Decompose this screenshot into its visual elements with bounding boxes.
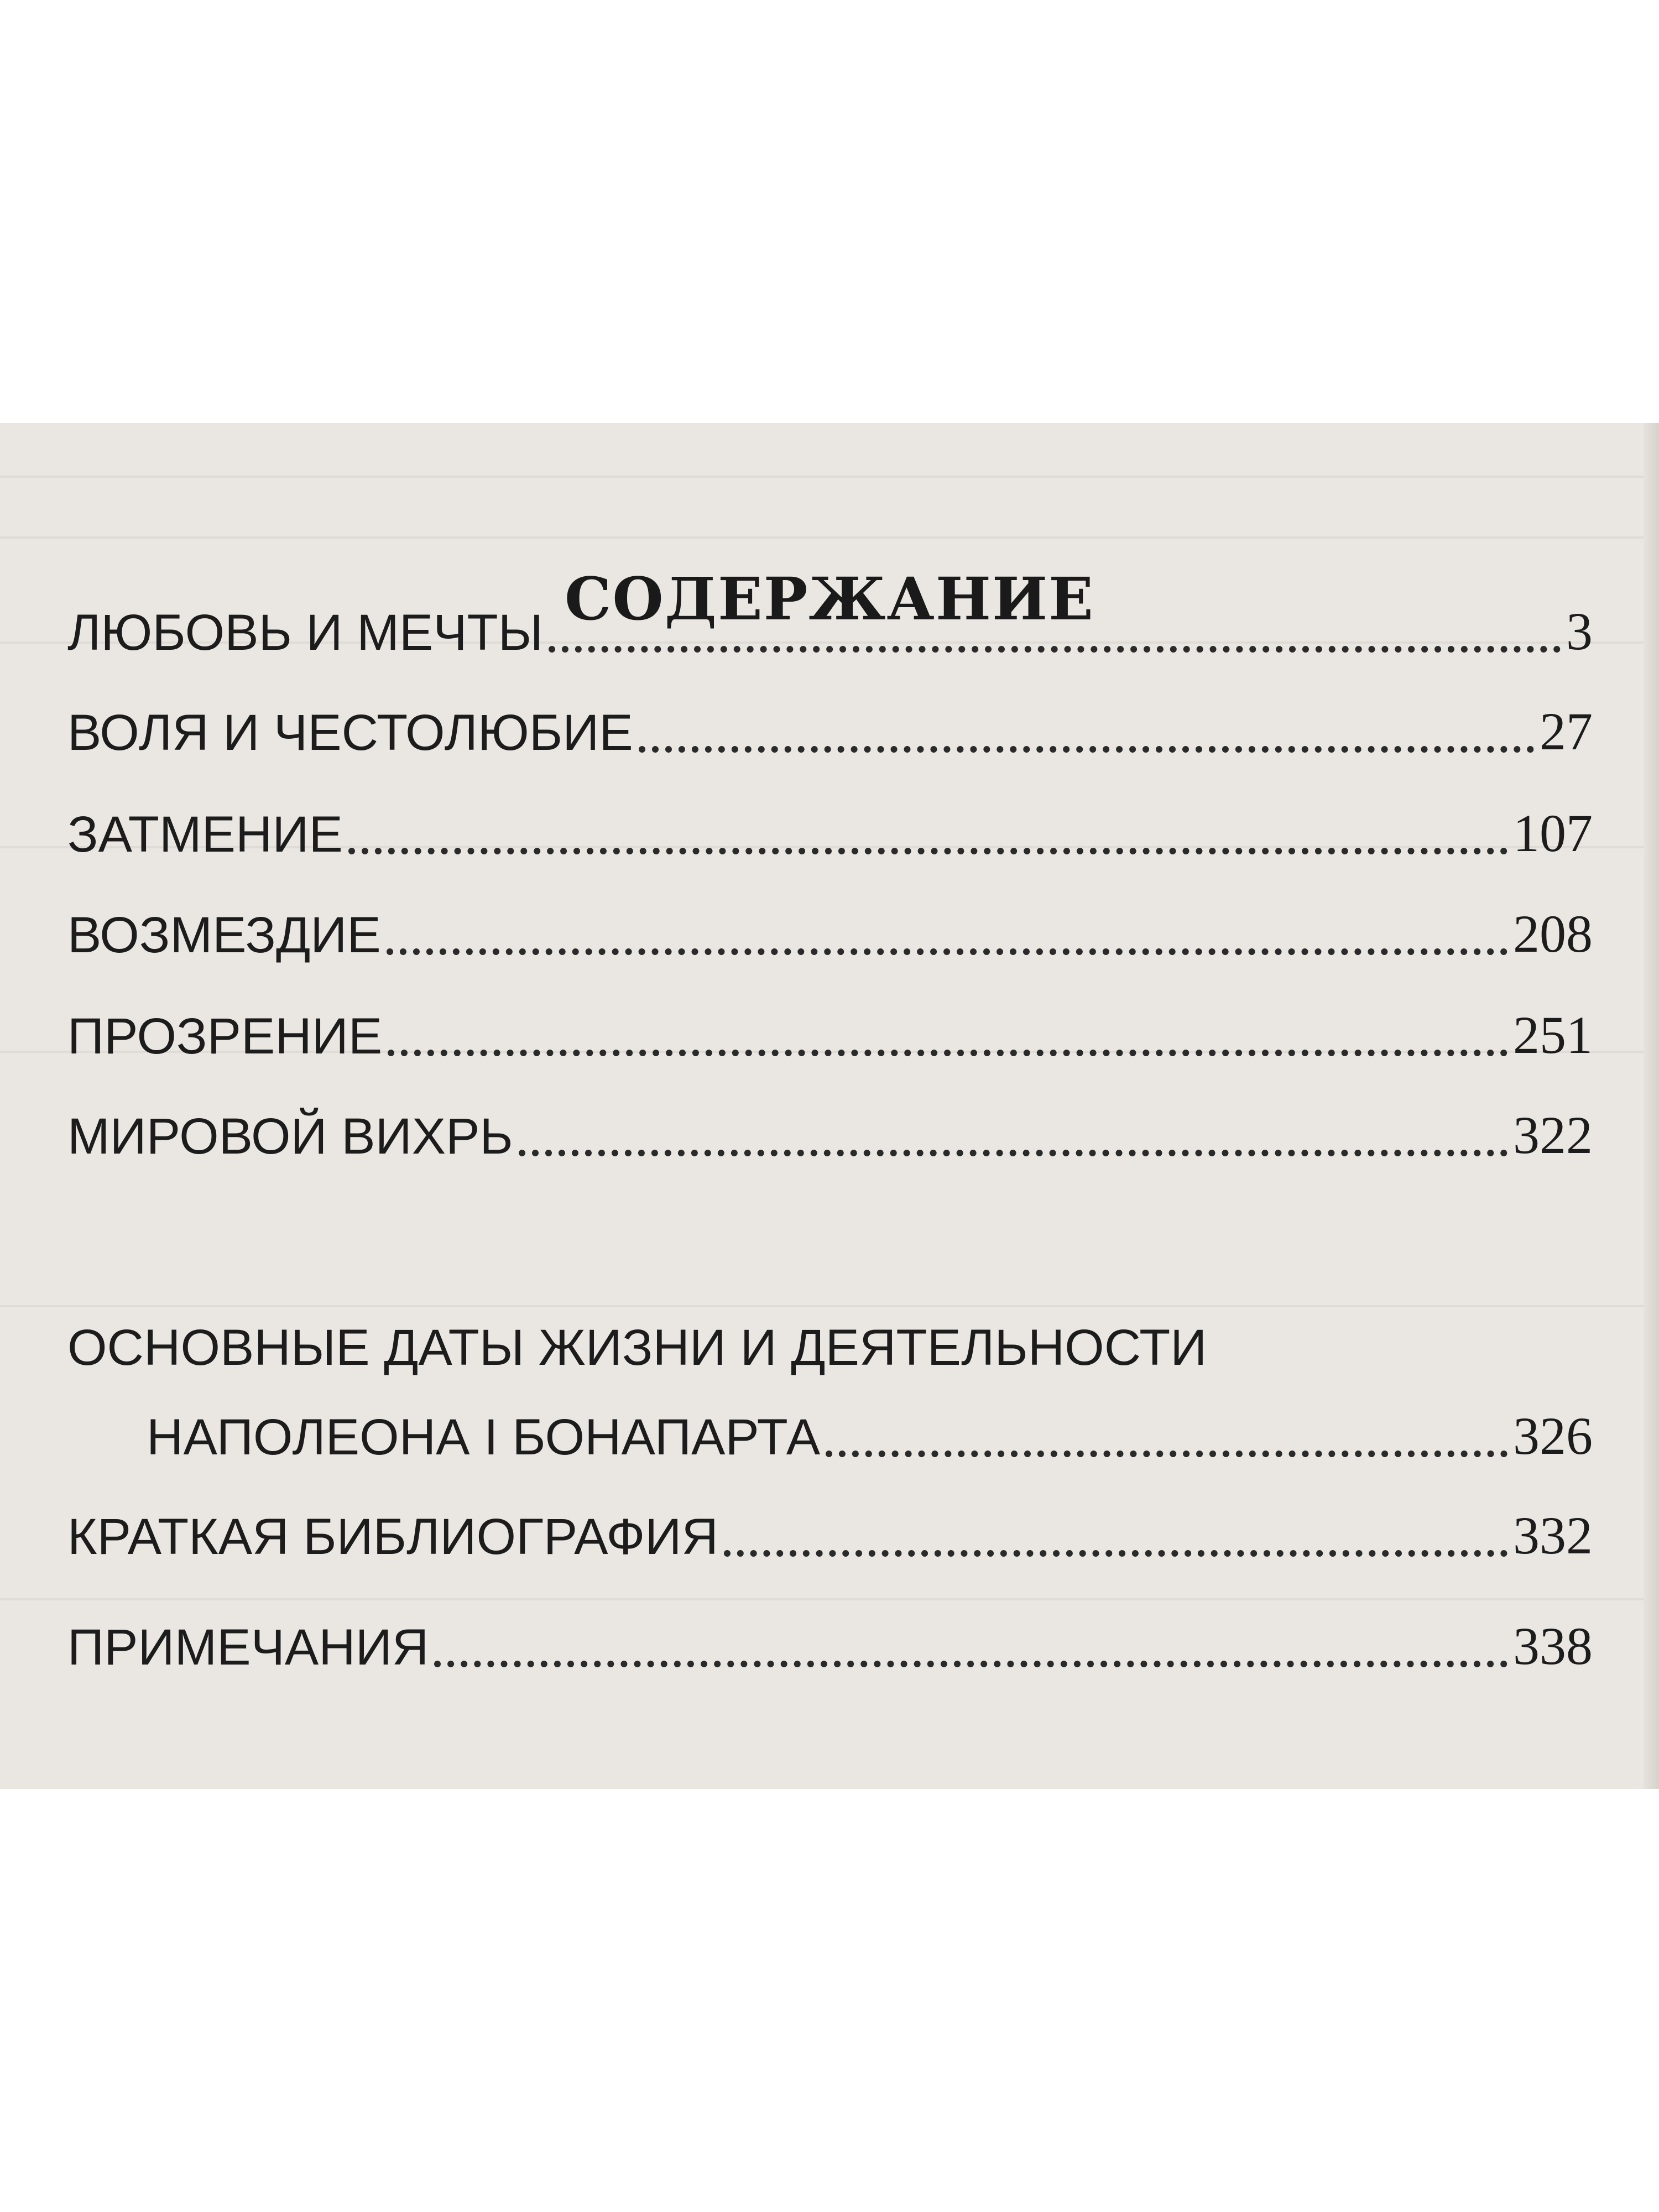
show-through-line [0, 536, 1659, 539]
dot-leader [387, 948, 1507, 955]
toc-entry-page: 208 [1513, 904, 1593, 963]
toc-entry [67, 1496, 1593, 1565]
show-through-line [0, 1598, 1659, 1600]
toc-entry-title: ЗАТМЕНИЕ [67, 806, 343, 863]
toc-entry-page: 326 [1513, 1406, 1593, 1465]
show-through-line [0, 1305, 1659, 1307]
toc-entry-title: ПРОЗРЕНИЕ [67, 1008, 383, 1065]
toc-entry [67, 1095, 1593, 1165]
toc-entry-page: 332 [1513, 1506, 1593, 1565]
dot-leader [549, 646, 1561, 653]
toc-entry-page: 322 [1513, 1105, 1593, 1165]
toc-entry [67, 995, 1593, 1065]
toc-entry [67, 692, 1593, 761]
dot-leader [348, 848, 1507, 854]
toc-entry-title-line2: НАПОЛЕОНА I БОНАПАРТА [147, 1409, 821, 1465]
dot-leader [826, 1451, 1507, 1457]
toc-entry-title: ПРИМЕЧАНИЯ [67, 1619, 429, 1676]
toc-entry-title-line1: ОСНОВНЫЕ ДАТЫ ЖИЗНИ И ДЕЯТЕЛЬНОСТИ [67, 1319, 1207, 1376]
dot-leader [639, 746, 1534, 753]
toc-entry [67, 592, 1593, 661]
dot-leader [434, 1661, 1507, 1667]
toc-entry-page: 27 [1540, 702, 1593, 761]
toc-entry-page: 251 [1513, 1005, 1593, 1065]
toc-entry [67, 794, 1593, 863]
dot-leader [388, 1050, 1507, 1056]
dot-leader [724, 1550, 1507, 1557]
toc-entry-page: 338 [1513, 1616, 1593, 1676]
toc-entry-page: 3 [1566, 602, 1593, 661]
toc-entry-title: ВОЛЯ И ЧЕСТОЛЮБИЕ [67, 705, 633, 761]
toc-entry [147, 1396, 1593, 1463]
toc-entry [67, 1606, 1593, 1676]
toc-entry-title: КРАТКАЯ БИБЛИОГРАФИЯ [67, 1509, 718, 1565]
toc-entry-page: 107 [1513, 804, 1593, 863]
dot-leader [519, 1150, 1507, 1156]
toc-heading: СОДЕРЖАНИЕ [565, 564, 1094, 633]
show-through-line [0, 476, 1659, 478]
toc-entry [67, 894, 1593, 961]
toc-entry-title: МИРОВОЙ ВИХРЬ [67, 1108, 513, 1165]
toc-entry-title: ЛЮБОВЬ И МЕЧТЫ [67, 604, 544, 661]
book-page [0, 423, 1659, 1789]
toc-entry-title: ВОЗМЕЗДИЕ [67, 907, 381, 963]
